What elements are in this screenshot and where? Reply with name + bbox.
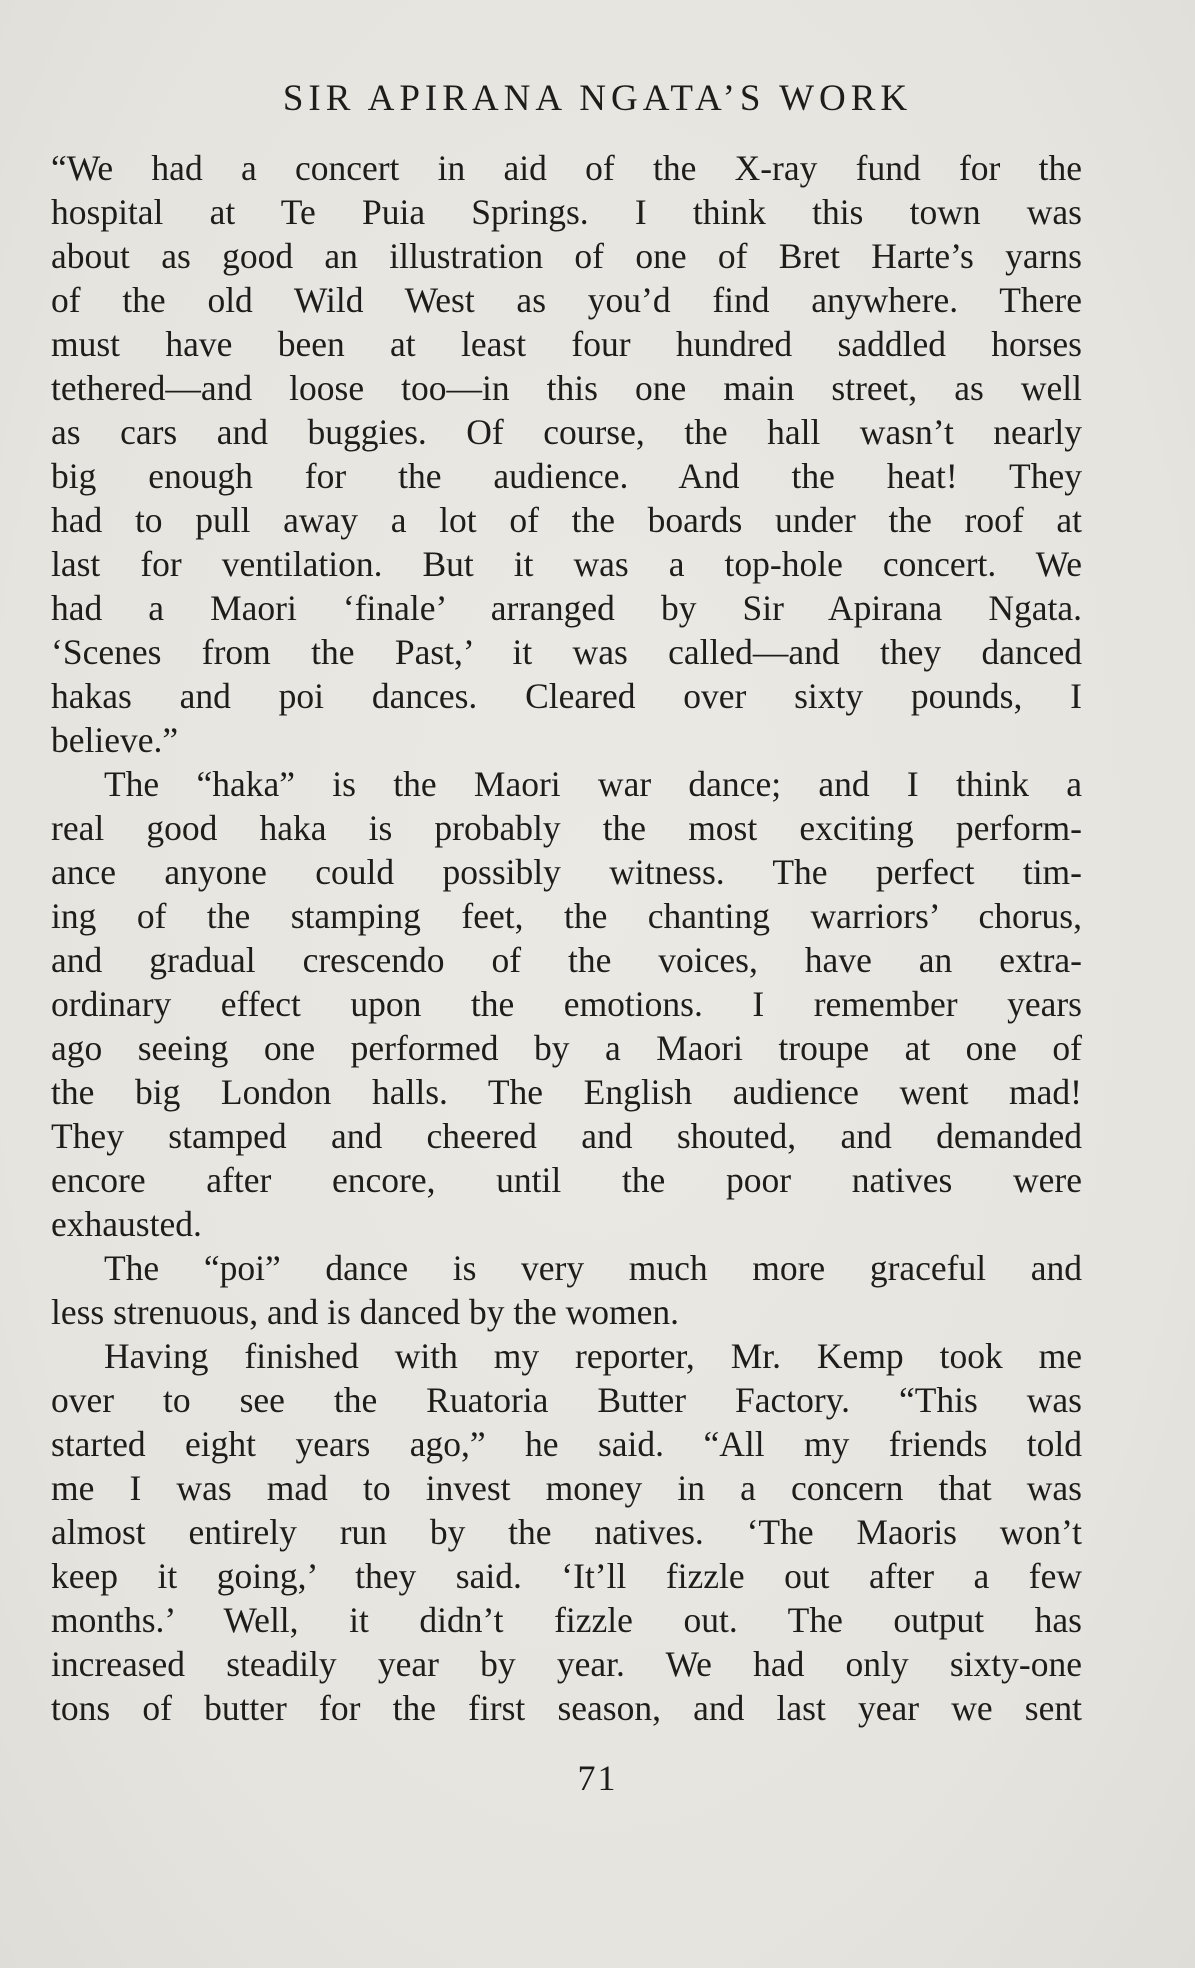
text-line: believe.” (51, 720, 179, 760)
text-line: months.’ Well, it didn’t fizzle out. The output has (51, 1600, 1082, 1640)
text-line: me I was mad to invest money in a concern that was (51, 1468, 1082, 1508)
text-line: the big London halls. The English audience went mad! (51, 1072, 1082, 1112)
text-line: ‘Scenes from the Past,’ it was called—and they danced (51, 632, 1082, 672)
text-line: hakas and poi dances. Cleared over sixty pounds, I (51, 676, 1082, 716)
text-line: big enough for the audience. And the heat! They (51, 456, 1082, 496)
text-line: had a Maori ‘finale’ arranged by Sir Apirana Ngata. (51, 588, 1082, 628)
text-line: ing of the stamping feet, the chanting warriors’ chorus, (51, 896, 1082, 936)
text-line: last for ventilation. But it was a top-hole concert. We (51, 544, 1082, 584)
text-line: less strenuous, and is danced by the women. (51, 1292, 680, 1332)
text-line: They stamped and cheered and shouted, and demanded (51, 1116, 1082, 1156)
text-line: hospital at Te Puia Springs. I think this town was (51, 192, 1082, 232)
text-line: ago seeing one performed by a Maori troupe at one of (51, 1028, 1082, 1068)
text-line: had to pull away a lot of the boards under the roof at (51, 500, 1082, 540)
text-line: keep it going,’ they said. ‘It’ll fizzle out after a few (51, 1556, 1082, 1596)
text-line: about as good an illustration of one of Bret Harte’s yarns (51, 236, 1082, 276)
text-line: of the old Wild West as you’d find anywhere. There (51, 280, 1082, 320)
text-line: almost entirely run by the natives. ‘The Maoris won’t (51, 1512, 1082, 1552)
text-line: ance anyone could possibly witness. The perfect tim- (51, 852, 1082, 892)
page-number: 71 (577, 1758, 618, 1798)
text-line: encore after encore, until the poor natives were (51, 1160, 1082, 1200)
text-line: as cars and buggies. Of course, the hall wasn’t nearly (51, 412, 1082, 452)
text-line: ordinary effect upon the emotions. I remember years (51, 984, 1082, 1024)
text-line: tons of butter for the first season, and last year we sent (51, 1688, 1082, 1728)
text-line: over to see the Ruatoria Butter Factory. “This was (51, 1380, 1082, 1420)
body-text (51, 146, 1082, 1730)
text-line: must have been at least four hundred saddled horses (51, 324, 1082, 364)
text-line: started eight years ago,” he said. “All my friends told (51, 1424, 1082, 1464)
text-line: exhausted. (51, 1204, 202, 1244)
text-line: The “poi” dance is very much more graceful and (104, 1248, 1082, 1288)
text-line: and gradual crescendo of the voices, have an extra- (51, 940, 1082, 980)
text-line: real good haka is probably the most exciting perform- (51, 808, 1082, 848)
text-line: The “haka” is the Maori war dance; and I think a (104, 764, 1082, 804)
text-line: “We had a concert in aid of the X-ray fund for the (51, 148, 1082, 188)
text-line: Having finished with my reporter, Mr. Kemp took me (104, 1336, 1082, 1376)
text-line: increased steadily year by year. We had only sixty-one (51, 1644, 1082, 1684)
running-head: SIR APIRANA NGATA’S WORK (282, 78, 913, 119)
text-line: tethered—and loose too—in this one main street, as well (51, 368, 1082, 408)
